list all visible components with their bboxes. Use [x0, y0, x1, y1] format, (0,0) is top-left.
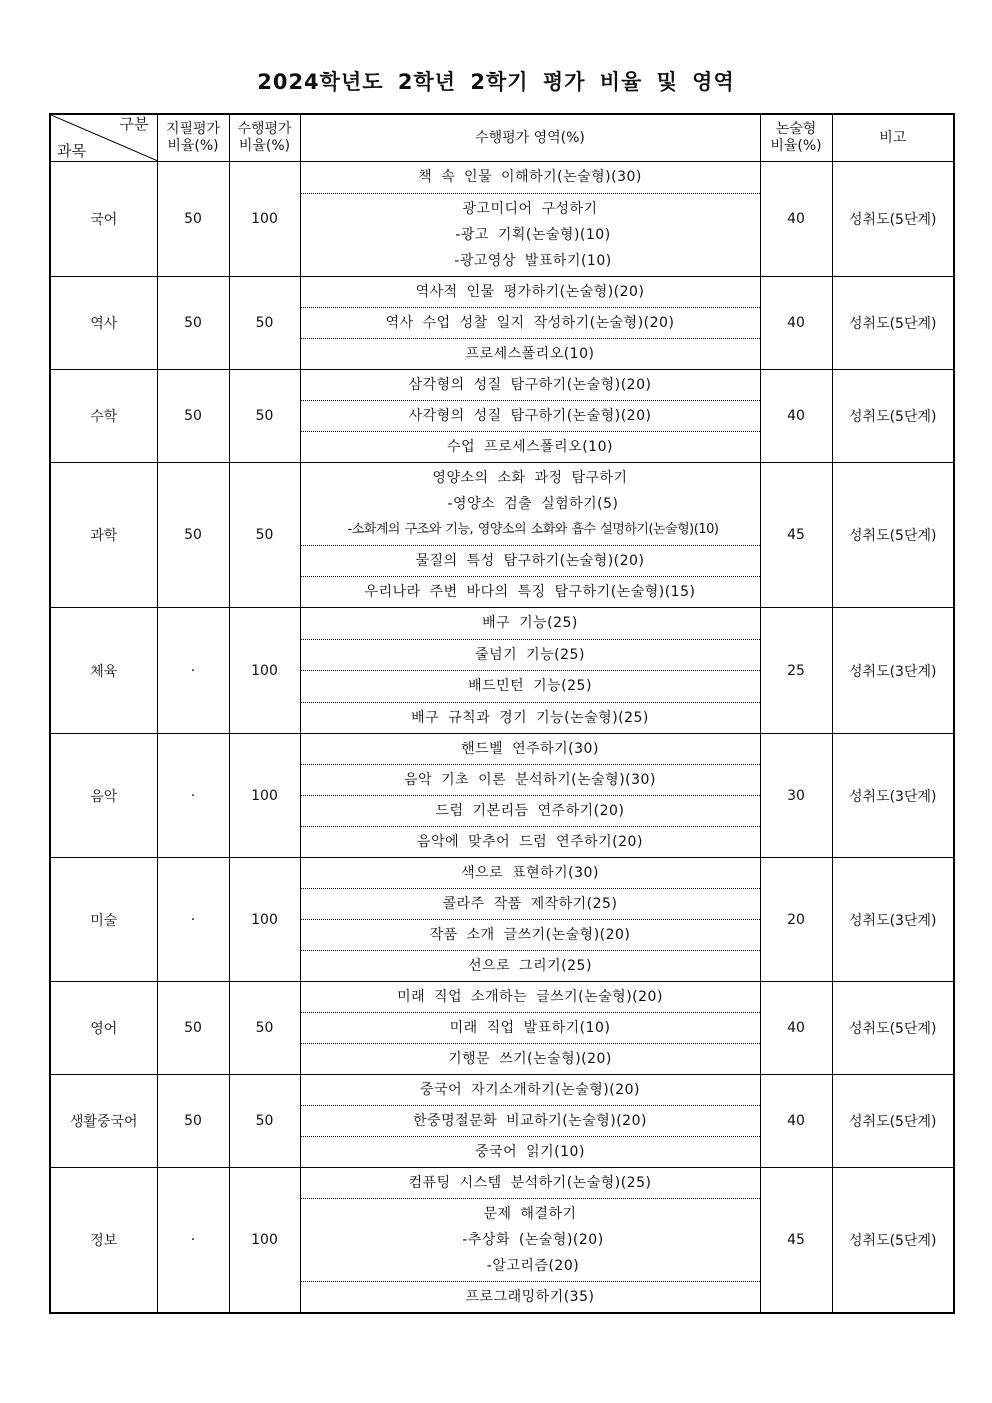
page-title: 2024학년도 2학년 2학기 평가 비율 및 영역 — [257, 70, 735, 94]
performance-areas — [300, 463, 760, 608]
performance-areas — [300, 162, 760, 277]
written-ratio: 50 — [157, 463, 229, 608]
written-ratio: · — [157, 858, 229, 982]
area-title: 컴퓨팅 시스템 분석하기(논술형)(25) — [408, 1175, 652, 1191]
list-item — [301, 671, 760, 703]
area-title: 역사 수업 성찰 일지 작성하기(논술형)(20) — [385, 315, 675, 331]
essay-ratio: 40 — [760, 1075, 832, 1168]
subject-name: 역사 — [50, 277, 157, 370]
performance-areas — [300, 982, 760, 1075]
list-item — [301, 1282, 760, 1312]
list-item — [301, 951, 760, 981]
essay-ratio: 45 — [760, 1168, 832, 1314]
area-title: 드럼 기본리듬 연주하기(20) — [435, 803, 625, 819]
table-row — [50, 858, 954, 982]
area-title: 콜라주 작품 제작하기(25) — [442, 896, 618, 912]
area-title: 프로그래밍하기(35) — [465, 1289, 595, 1305]
area-title: 선으로 그리기(25) — [468, 958, 592, 974]
performance-ratio: 100 — [229, 1168, 300, 1314]
area-title: 중국어 자기소개하기(논술형)(20) — [420, 1082, 640, 1098]
remarks: 성취도(5단계) — [832, 370, 954, 463]
area-title: 배구 규칙과 경기 기능(논술형)(25) — [411, 709, 649, 726]
list-item — [301, 1044, 760, 1074]
essay-ratio: 40 — [760, 277, 832, 370]
area-subitem: -알고리즘(20) — [486, 1258, 580, 1274]
area-title: 우리나라 주변 바다의 특징 탐구하기(논술형)(15) — [364, 584, 696, 600]
corner-top-label: 구분 — [119, 115, 149, 133]
subject-name: 국어 — [50, 162, 157, 277]
list-item — [301, 577, 760, 607]
list-item — [301, 982, 760, 1013]
table-row — [50, 608, 954, 734]
written-ratio: 50 — [157, 162, 229, 277]
table-row — [50, 734, 954, 858]
area-title: 작품 소개 글쓰기(논술형)(20) — [429, 927, 631, 943]
list-item — [301, 277, 760, 308]
essay-ratio: 20 — [760, 858, 832, 982]
area-title: 영양소의 소화 과정 탐구하기 — [432, 470, 628, 486]
essay-ratio: 30 — [760, 734, 832, 858]
table-row — [50, 1168, 954, 1314]
area-title: 한중명절문화 비교하기(논술형)(20) — [413, 1113, 647, 1129]
essay-ratio: 25 — [760, 608, 832, 734]
area-subitem: -광고 기획(논술형)(10) — [455, 226, 611, 243]
written-ratio: 50 — [157, 277, 229, 370]
table-body — [50, 162, 954, 1314]
performance-ratio: 50 — [229, 370, 300, 463]
remarks: 성취도(5단계) — [832, 1075, 954, 1168]
area-title: 광고미디어 구성하기 — [462, 200, 598, 217]
essay-ratio: 40 — [760, 162, 832, 277]
performance-ratio: 50 — [229, 277, 300, 370]
list-item — [301, 401, 760, 432]
area-title: 역사적 인물 평가하기(논술형)(20) — [415, 284, 645, 300]
list-item — [301, 858, 760, 889]
performance-ratio: 100 — [229, 734, 300, 858]
area-title: 미래 직업 발표하기(10) — [449, 1020, 611, 1036]
list-item — [301, 1137, 760, 1167]
list-item — [301, 432, 760, 462]
performance-ratio-header: 수행평가 비율(%) — [229, 114, 300, 162]
table-row — [50, 277, 954, 370]
table-row — [50, 982, 954, 1075]
subject-name: 생활중국어 — [50, 1075, 157, 1168]
list-item — [301, 339, 760, 369]
remarks: 성취도(3단계) — [832, 734, 954, 858]
written-ratio: · — [157, 734, 229, 858]
performance-ratio: 50 — [229, 1075, 300, 1168]
area-title: 배드민턴 기능(25) — [468, 678, 592, 695]
list-item — [301, 1013, 760, 1044]
list-item — [301, 608, 760, 640]
area-subitem: -추상화 (논술형)(20) — [462, 1232, 604, 1248]
list-item — [301, 308, 760, 339]
corner-bottom-label: 과목 — [57, 142, 86, 160]
remarks: 성취도(5단계) — [832, 463, 954, 608]
performance-ratio: 50 — [229, 463, 300, 608]
area-title: 책 속 인물 이해하기(논술형)(30) — [418, 169, 642, 186]
essay-ratio: 40 — [760, 370, 832, 463]
area-title: 삼각형의 성질 탐구하기(논술형)(20) — [408, 377, 652, 393]
written-ratio: · — [157, 1168, 229, 1314]
remarks: 성취도(5단계) — [832, 277, 954, 370]
list-item — [301, 546, 760, 577]
list-item — [301, 463, 760, 546]
area-title: 프로세스폴리오(10) — [465, 346, 595, 362]
area-title: 물질의 특성 탐구하기(논술형)(20) — [415, 553, 645, 569]
table-header-row — [50, 114, 954, 162]
subject-name: 과학 — [50, 463, 157, 608]
remarks: 성취도(3단계) — [832, 608, 954, 734]
performance-areas-header: 수행평가 영역(%) — [300, 114, 760, 162]
list-item — [301, 827, 760, 857]
remarks: 성취도(3단계) — [832, 858, 954, 982]
list-item — [301, 1168, 760, 1199]
area-title: 수업 프로세스폴리오(10) — [447, 439, 613, 455]
area-subitem: -영양소 검출 실험하기(5) — [447, 496, 619, 512]
list-item — [301, 765, 760, 796]
area-title: 음악에 맞추어 드럼 연주하기(20) — [417, 834, 643, 850]
table-row — [50, 463, 954, 608]
performance-areas — [300, 277, 760, 370]
performance-areas — [300, 370, 760, 463]
written-ratio: 50 — [157, 370, 229, 463]
subject-name: 미술 — [50, 858, 157, 982]
performance-ratio: 50 — [229, 982, 300, 1075]
list-item — [301, 370, 760, 401]
list-item — [301, 703, 760, 734]
subject-name: 정보 — [50, 1168, 157, 1314]
performance-ratio: 100 — [229, 608, 300, 734]
performance-areas — [300, 608, 760, 734]
list-item — [301, 796, 760, 827]
area-title: 배구 기능(25) — [482, 615, 578, 632]
list-item — [301, 920, 760, 951]
written-ratio: 50 — [157, 982, 229, 1075]
area-title: 중국어 읽기(10) — [475, 1144, 585, 1160]
area-title: 색으로 표현하기(30) — [461, 865, 599, 881]
area-title: 줄넘기 기능(25) — [475, 646, 585, 663]
performance-ratio: 100 — [229, 162, 300, 277]
table-row — [50, 162, 954, 277]
evaluation-table — [49, 113, 955, 1314]
table-row — [50, 370, 954, 463]
subject-name: 체육 — [50, 608, 157, 734]
list-item — [301, 1106, 760, 1137]
performance-areas — [300, 1168, 760, 1314]
area-title: 기행문 쓰기(논술형)(20) — [448, 1051, 612, 1067]
performance-areas — [300, 858, 760, 982]
performance-ratio: 100 — [229, 858, 300, 982]
essay-ratio-header: 논술형 비율(%) — [760, 114, 832, 162]
area-subitem: -소화계의 구조와 기능, 영양소의 소화와 흡수 설명하기(논술형)(10) — [347, 522, 719, 537]
essay-ratio: 45 — [760, 463, 832, 608]
list-item — [301, 194, 760, 277]
area-title: 핸드벨 연주하기(30) — [461, 741, 599, 757]
area-title: 문제 해결하기 — [483, 1206, 577, 1222]
subject-name: 영어 — [50, 982, 157, 1075]
performance-areas — [300, 734, 760, 858]
list-item — [301, 889, 760, 920]
written-ratio: · — [157, 608, 229, 734]
remarks: 성취도(5단계) — [832, 1168, 954, 1314]
performance-areas — [300, 1075, 760, 1168]
table-row — [50, 1075, 954, 1168]
remarks-header: 비고 — [832, 114, 954, 162]
area-title: 사각형의 성질 탐구하기(논술형)(20) — [408, 408, 652, 424]
area-title: 미래 직업 소개하는 글쓰기(논술형)(20) — [397, 989, 663, 1005]
written-ratio-header: 지필평가 비율(%) — [157, 114, 229, 162]
area-subitem: -광고영상 발표하기(10) — [454, 252, 612, 269]
subject-name: 수학 — [50, 370, 157, 463]
list-item — [301, 640, 760, 672]
written-ratio: 50 — [157, 1075, 229, 1168]
list-item — [301, 1199, 760, 1282]
corner-header-cell — [50, 114, 157, 162]
essay-ratio: 40 — [760, 982, 832, 1075]
list-item — [301, 162, 760, 194]
remarks: 성취도(5단계) — [832, 982, 954, 1075]
list-item — [301, 1075, 760, 1106]
subject-name: 음악 — [50, 734, 157, 858]
remarks: 성취도(5단계) — [832, 162, 954, 277]
area-title: 음악 기초 이론 분석하기(논술형)(30) — [404, 772, 656, 788]
list-item — [301, 734, 760, 765]
